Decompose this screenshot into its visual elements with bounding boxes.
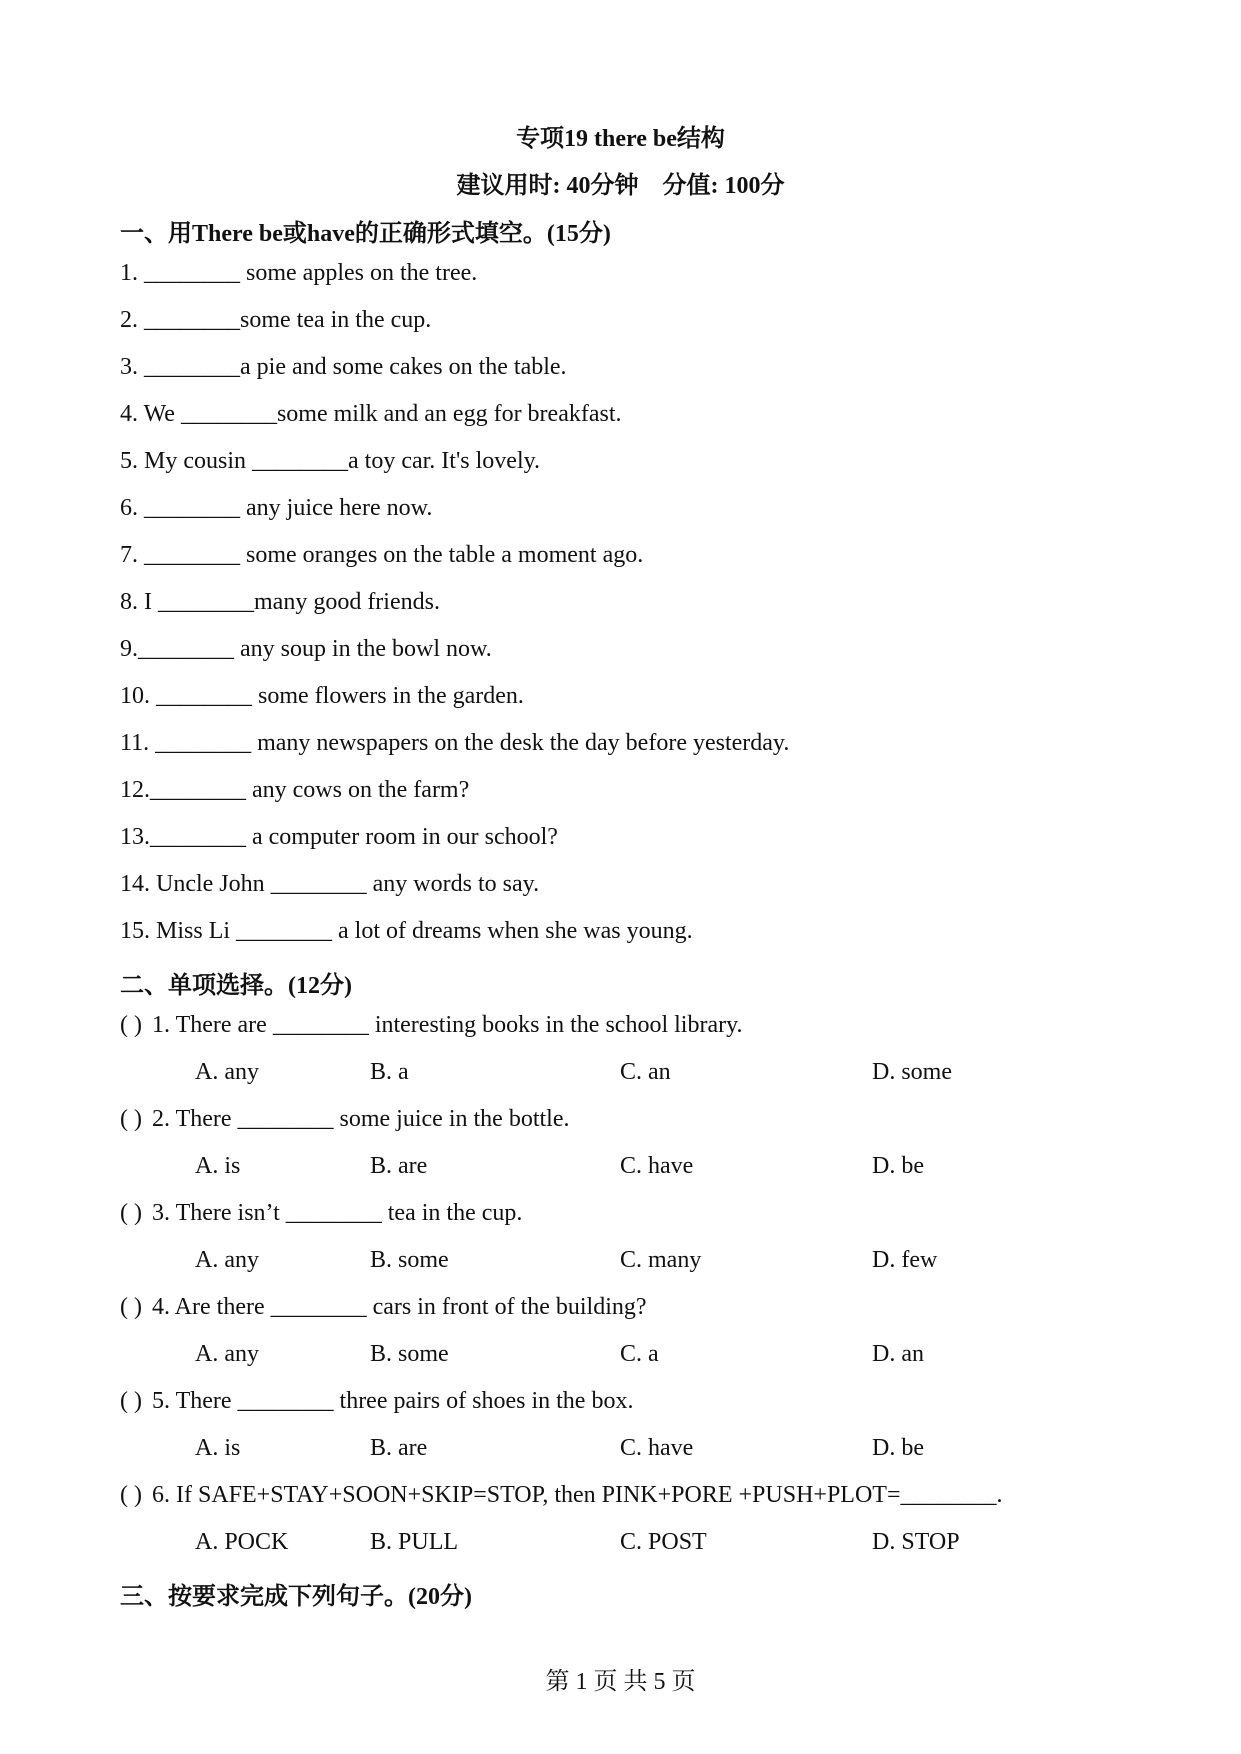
choice-question-2: [120, 1106, 569, 1133]
option-c: C. a: [620, 1341, 659, 1367]
question-stem: 3. There isn’t ________ tea in the cup.: [152, 1200, 523, 1226]
fill-item-4: 4. We ________some milk and an egg for breakfast.: [120, 401, 622, 427]
fill-item-2: 2. ________some tea in the cup.: [120, 307, 432, 333]
option-c: C. have: [620, 1435, 694, 1461]
fill-item-8: 8. I ________many good friends.: [120, 589, 440, 615]
choice-question-6: [120, 1482, 1003, 1509]
option-a: A. any: [195, 1341, 259, 1367]
option-a: A. any: [195, 1059, 259, 1085]
question-stem: 5. There ________ three pairs of shoes in the box.: [152, 1388, 634, 1414]
option-c: C. POST: [620, 1529, 707, 1555]
choice-question-4: [120, 1294, 647, 1321]
option-d: D. some: [872, 1059, 952, 1085]
option-a: A. any: [195, 1247, 259, 1273]
fill-item-1: 1. ________ some apples on the tree.: [120, 260, 478, 286]
option-b: B. some: [370, 1247, 449, 1273]
option-b: B. PULL: [370, 1529, 459, 1555]
page-title: 专项19 there be结构: [516, 126, 725, 152]
choice-question-1: [120, 1012, 743, 1039]
fill-item-14: 14. Uncle John ________ any words to say.: [120, 871, 540, 897]
page-footer: 第 1 页 共 5 页: [545, 1669, 696, 1695]
choice-question-5: [120, 1388, 633, 1415]
question-stem: 6. If SAFE+STAY+SOON+SKIP=STOP, then PINK+PORE +PUSH+PLOT=________.: [152, 1482, 1003, 1508]
option-d: D. an: [872, 1341, 924, 1367]
fill-item-11: 11. ________ many newspapers on the desk the day before yesterday.: [120, 730, 790, 756]
section-1-heading: 一、用There be或have的正确形式填空。(15分): [120, 221, 611, 247]
question-stem: 1. There are ________ interesting books in the school library.: [152, 1012, 743, 1038]
answer-paren: ( ): [120, 1388, 142, 1414]
fill-item-9: 9.________ any soup in the bowl now.: [120, 636, 492, 662]
option-c: C. an: [620, 1059, 671, 1085]
option-c: C. have: [620, 1153, 694, 1179]
option-b: B. are: [370, 1435, 428, 1461]
option-d: D. few: [872, 1247, 938, 1273]
option-a: A. is: [195, 1153, 241, 1179]
question-stem: 2. There ________ some juice in the bottle.: [152, 1106, 570, 1132]
time-and-score: 建议用时: 40分钟 分值: 100分: [456, 173, 785, 199]
fill-item-13: 13.________ a computer room in our school?: [120, 824, 558, 850]
answer-paren: ( ): [120, 1200, 142, 1226]
section-3-heading: 三、按要求完成下列句子。(20分): [120, 1584, 472, 1610]
option-a: A. is: [195, 1435, 241, 1461]
option-b: B. some: [370, 1341, 449, 1367]
fill-item-7: 7. ________ some oranges on the table a moment ago.: [120, 542, 644, 568]
choice-question-3: [120, 1200, 522, 1227]
option-d: D. be: [872, 1435, 924, 1461]
question-stem: 4. Are there ________ cars in front of the building?: [152, 1294, 647, 1320]
fill-item-3: 3. ________a pie and some cakes on the table.: [120, 354, 567, 380]
answer-paren: ( ): [120, 1012, 142, 1038]
option-c: C. many: [620, 1247, 702, 1273]
section-2-heading: 二、单项选择。(12分): [120, 973, 352, 999]
option-a: A. POCK: [195, 1529, 289, 1555]
option-d: D. STOP: [872, 1529, 960, 1555]
option-b: B. are: [370, 1153, 428, 1179]
fill-item-5: 5. My cousin ________a toy car. It's lovely.: [120, 448, 541, 474]
fill-item-10: 10. ________ some flowers in the garden.: [120, 683, 524, 709]
fill-item-15: 15. Miss Li ________ a lot of dreams when she was young.: [120, 918, 693, 944]
answer-paren: ( ): [120, 1294, 142, 1320]
fill-item-6: 6. ________ any juice here now.: [120, 495, 433, 521]
fill-item-12: 12.________ any cows on the farm?: [120, 777, 470, 803]
option-b: B. a: [370, 1059, 409, 1085]
answer-paren: ( ): [120, 1106, 142, 1132]
option-d: D. be: [872, 1153, 924, 1179]
answer-paren: ( ): [120, 1482, 142, 1508]
